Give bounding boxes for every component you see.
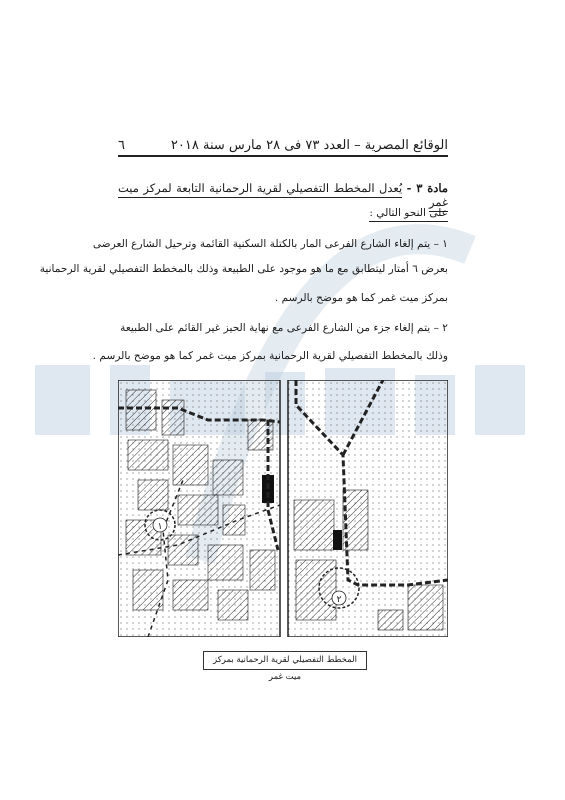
article-title-continued: على النحو التالي :	[118, 207, 448, 219]
page-header	[118, 133, 448, 153]
right-map	[288, 380, 448, 637]
article-line-5: وذلك بالمخطط التفصيلي لقرية الرحمانية بمركز ميت غمر كما هو موضح بالرسم .	[92, 350, 448, 362]
left-map-marker: ١	[157, 522, 163, 532]
left-map	[118, 380, 280, 637]
header-divider	[118, 155, 448, 157]
map-caption: المخطط التفصيلي لقرية الرحمانية بمركز ميت غمر	[203, 651, 367, 670]
header-title: الوقائع المصرية – العدد ٧٣ فى ٢٨ مارس سنة ٢٠١٨	[170, 138, 448, 153]
article-line-2: بعرض ٦ أمتار ليتطابق مع ما هو موجود على الطبيعة وذلك بالمخطط التفصيلي لقرية الرحمانية	[39, 263, 448, 275]
article-line-4: ٢ – يتم إلغاء جزء من الشارع الفرعى مع نهاية الحيز غير القائم على الطبيعة	[120, 322, 448, 334]
site-plans	[118, 380, 448, 637]
article-title	[118, 181, 448, 209]
article-line-1: ١ – يتم إلغاء الشارع الفرعى المار بالكتلة السكنية القائمة وترحيل الشارع العرضى	[92, 238, 448, 250]
article-title-text: يُعدل المخطط التفصيلي لقرية الرحمانية التابعة لمركز ميت غمر	[118, 181, 448, 212]
right-map-marker: ٢	[336, 595, 342, 605]
page-number: ٦	[118, 138, 125, 153]
article-line-3: بمركز ميت غمر كما هو موضح بالرسم .	[274, 292, 448, 304]
article-label: مادة ٣ -	[406, 181, 449, 195]
